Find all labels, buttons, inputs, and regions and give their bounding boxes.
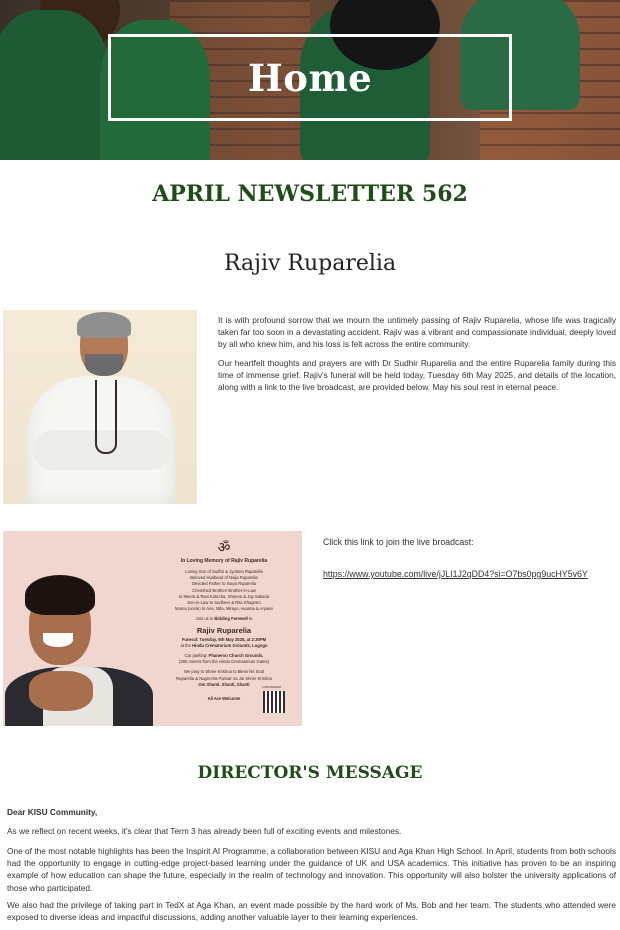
flyer-prayer-line: Ruparelia & Nagrecha Parivar na Jai Shree Krishna bbox=[176, 675, 272, 681]
flyer-photo-smile bbox=[43, 633, 73, 647]
flyer-name: Rajiv Ruparelia bbox=[196, 625, 252, 635]
tribute-name: Rajiv Ruparelia bbox=[223, 251, 397, 276]
broadcast-link[interactable]: https://www.youtube.com/live/jJLI1J2qDD4?si=O7bs0pg9ucHY5v6Y bbox=[323, 569, 588, 579]
flyer-family-line: Devoted Father to Inaya Ruparelia bbox=[191, 581, 256, 587]
hero-photo-figure bbox=[0, 10, 110, 160]
broadcast-label: Click this link to join the live broadcast: bbox=[323, 537, 474, 547]
flyer-family-line: Loving Son of Sudhir & Jyotsna Ruparelia bbox=[185, 569, 263, 574]
flyer-photo-hands bbox=[29, 671, 93, 711]
tribute-paragraph: It is with profound sorrow that we mourn the untimely passing of Rajiv Ruparelia, whose life was tragically taken far too soon in a devastating accident. Rajiv was a vibrant and compassionate individual, deeply loved by all who knew him, and his loss is felt across the entire community. bbox=[218, 315, 616, 350]
flyer-family-line: Cherished Brother/ Brother-in-Law bbox=[192, 587, 256, 593]
flyer-text bbox=[153, 539, 295, 702]
tribute-text bbox=[218, 314, 616, 399]
flyer-welcome: All Are Welcome bbox=[207, 696, 241, 702]
flyer-prayer-line: We pray to Shree Krishna to Bless his Soul bbox=[184, 669, 264, 675]
qr-label: LIVESTREAM bbox=[262, 685, 282, 689]
flyer-shanti: Om Shanti, Shanti, Shanti bbox=[198, 681, 250, 687]
flyer-family-line: Beloved Husband of Naija Ruparelia bbox=[190, 575, 258, 581]
director-paragraph: One of the most notable highlights has been the Inspirit AI Programme, a collaboration between KISU and Aga Khan High School. In April, students from both schools had the opportunity to engage in cutting-edge project-based learning under the guidance of UK and USA academics. This initiative has proven to be an inspiring example of how education can shape the future, especially in the realm of technology and innovation. This opportunity will also bolster the university applications of those who participated. bbox=[7, 846, 616, 893]
hero-title-frame bbox=[108, 34, 512, 121]
memorial-flyer-image bbox=[3, 531, 302, 726]
flyer-funeral-line: Funeral: Tuesday, 6th May 2025, at 2:30PM bbox=[181, 636, 267, 642]
director-greeting: Dear KISU Community, bbox=[7, 807, 98, 817]
tribute-portrait-photo bbox=[3, 310, 197, 504]
qr-code-icon bbox=[263, 691, 285, 713]
portrait-beard bbox=[85, 354, 123, 376]
hero-banner bbox=[0, 0, 620, 160]
flyer-photo-hair bbox=[25, 575, 95, 615]
flyer-family-line: to Meera & Ravi Kotecha, Sheena & Jay Sakaria bbox=[178, 593, 270, 599]
flyer-heading: In Loving Memory of Rajiv Ruparelia bbox=[180, 558, 268, 564]
portrait-necklace bbox=[95, 380, 117, 454]
flyer-family-line: Mama (uncle) to Arie, Mila, Mirayo, Avanna & Aryaan bbox=[175, 606, 273, 612]
flyer-parking-note: (300 meters from the Hindu Crematorium Gates) bbox=[178, 659, 270, 665]
om-symbol-icon: ॐ bbox=[217, 539, 231, 555]
flyer-photo bbox=[3, 571, 153, 726]
flyer-join-line: Join us in Bidding Farewell to bbox=[195, 616, 253, 622]
flyer-parking-line: Car parking: Phaneroo Church Grounds, bbox=[184, 653, 264, 659]
page-title: Home bbox=[247, 55, 373, 100]
tribute-paragraph: Our heartfelt thoughts and prayers are with Dr Sudhir Ruparelia and the entire Ruparelia family during this time of immense grief. Rajiv's funeral will be held today, Tuesday 6th May 2025, and details of the location, along with a link to the live broadcast, are provided below. May his soul rest in eternal peace. bbox=[218, 357, 616, 393]
director-paragraph: As we reflect on recent weeks, it's clear that Term 3 has already been full of exciting events and milestones. bbox=[7, 826, 402, 836]
flyer-location-line: at the Hindu Crematorium Grounds, Lugogo bbox=[180, 642, 268, 648]
newsletter-title: APRIL NEWSLETTER 562 bbox=[152, 181, 468, 207]
flyer-family-line: Son-in-Law to Sudheer & Rita Khagram bbox=[187, 600, 261, 606]
director-message-title: DIRECTOR'S MESSAGE bbox=[197, 763, 423, 783]
portrait-hair bbox=[77, 312, 131, 338]
director-paragraph: We also had the privilege of taking part in TedX at Aga Khan, an event made possible by the hard work of Ms. Bob and her team. The students who attended were exposed to diverse ideas and impactful discussions, adding another valuable layer to their learning experiences. bbox=[7, 900, 616, 923]
